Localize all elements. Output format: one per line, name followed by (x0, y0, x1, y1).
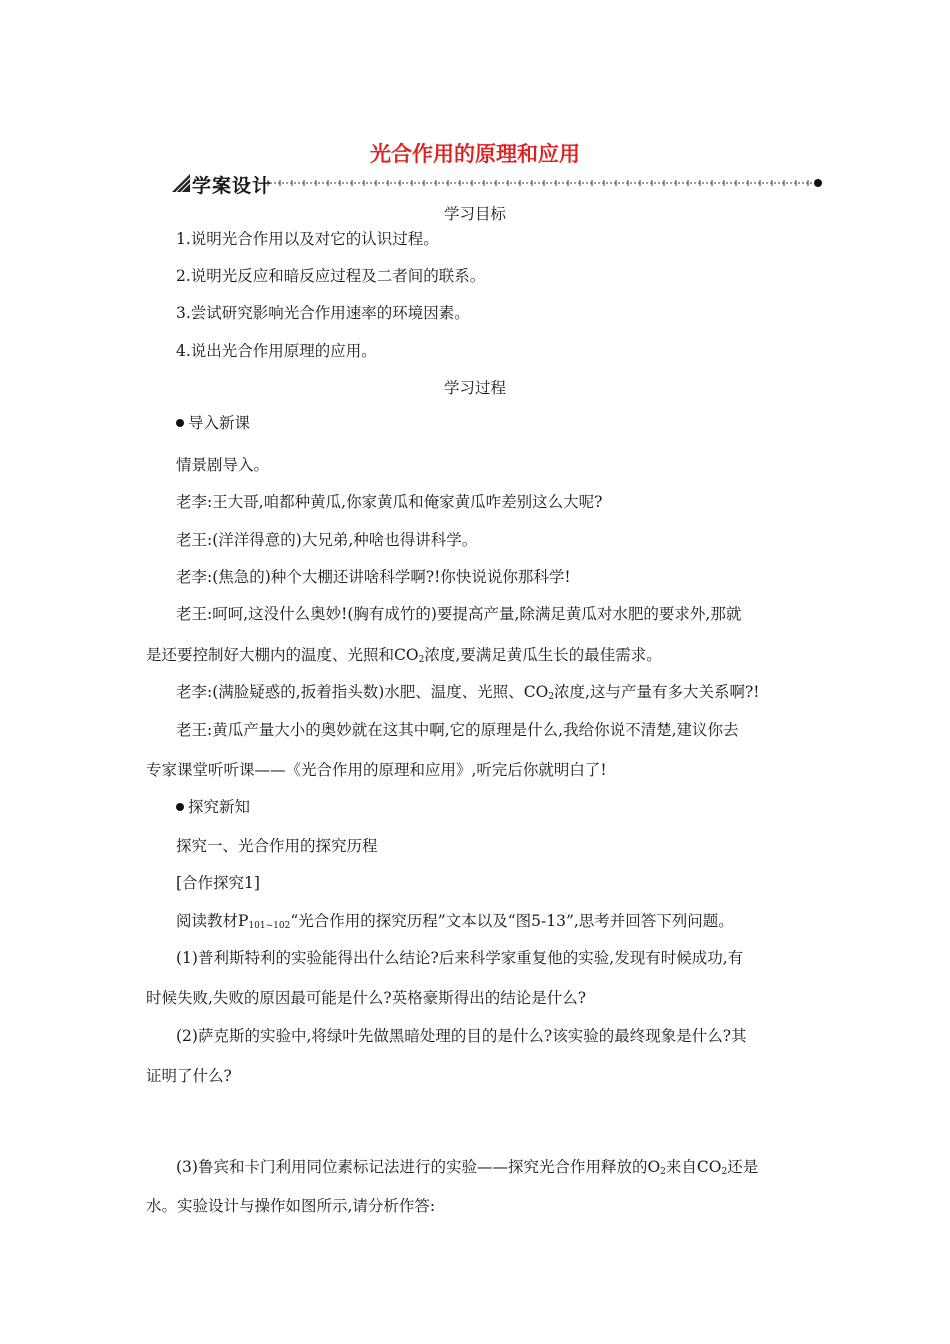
text-part: 阅读教材P (176, 912, 249, 930)
question-line: (1)普利斯特利的实验能得出什么结论?后来科学家重复他的实验,发现有时候成功,有 (176, 949, 744, 967)
text-part: 浓度,这与产量有多大关系啊?! (554, 683, 760, 701)
banner-label: 学案设计 (192, 175, 273, 197)
process-heading: 学习过程 (443, 379, 506, 397)
banner-dotted-rule (258, 176, 824, 190)
section-explore (176, 797, 250, 817)
dialogue-line: 老王:黄瓜产量大小的奥妙就在这其中啊,它的原理是什么,我给你说不清楚,建议你去 (176, 721, 739, 739)
subscript: 2 (660, 1167, 666, 1177)
text-part: 老李:(满脸疑惑的,扳着指头数)水肥、温度、光照、CO (176, 683, 549, 701)
coop-label: [合作探究1] (176, 874, 260, 892)
objective-item: 2.说明光反应和暗反应过程及二者间的联系。 (176, 267, 486, 285)
bullet-icon (176, 419, 184, 427)
text-part: 还是 (727, 1158, 759, 1176)
question-line: 证明了什么? (146, 1067, 232, 1085)
text-part: “光合作用的探究历程”文本以及“图5-13”,思考并回答下列问题。 (290, 912, 734, 930)
section-explore-label: 探究新知 (188, 798, 251, 816)
section-import-label: 导入新课 (188, 414, 251, 432)
question-line: 水。实验设计与操作如图所示,请分析作答: (146, 1197, 436, 1215)
dialogue-line: 老李:(焦急的)种个大棚还讲啥科学啊?!你快说说你那科学! (176, 568, 571, 586)
objective-item: 4.说出光合作用原理的应用。 (176, 342, 377, 360)
objective-item: 3.尝试研究影响光合作用速率的环境因素。 (176, 304, 470, 322)
page-title: 光合作用的原理和应用 (370, 142, 580, 166)
section-import (176, 413, 250, 433)
dialogue-line: 专家课堂听听课——《光合作用的原理和应用》,听完后你就明白了! (146, 761, 607, 779)
subscript: 101~102 (248, 921, 291, 931)
explore-heading: 探究一、光合作用的探究历程 (176, 837, 378, 855)
dialogue-line: 老王:呵呵,这没什么奥妙!(胸有成竹的)要提高产量,除满足黄瓜对水肥的要求外,那就 (176, 605, 742, 623)
question-line (176, 1157, 758, 1182)
subscript: 2 (721, 1167, 728, 1177)
bullet-icon (176, 803, 184, 811)
question-line: (2)萨克斯的实验中,将绿叶先做黑暗处理的目的是什么?该实验的最终现象是什么?其 (176, 1027, 747, 1045)
subscript: 2 (418, 655, 425, 665)
text-part: (3)鲁宾和卡门利用同位素标记法进行的实验——探究光合作用释放的O (176, 1158, 661, 1176)
dialogue-line (176, 682, 760, 707)
subscript: 2 (548, 692, 555, 702)
section-banner (172, 171, 824, 195)
text-part: 浓度,要满足黄瓜生长的最佳需求。 (424, 646, 662, 664)
question-line: 时候失败,失败的原因最可能是什么?英格豪斯得出的结论是什么? (146, 989, 587, 1007)
objectives-heading: 学习目标 (443, 205, 506, 223)
banner-triangle-icon (172, 174, 192, 192)
dialogue-line (146, 645, 662, 670)
intro-text: 情景剧导入。 (176, 456, 270, 474)
reading-instruction (176, 911, 734, 936)
dialogue-line: 老李:王大哥,咱都种黄瓜,你家黄瓜和俺家黄瓜咋差别这么大呢? (176, 493, 603, 511)
text-part: 是还要控制好大棚内的温度、光照和CO (146, 646, 419, 664)
objective-item: 1.说明光合作用以及对它的认识过程。 (176, 230, 439, 248)
text-part: 来自CO (665, 1158, 722, 1176)
dialogue-line: 老王:(洋洋得意的)大兄弟,种啥也得讲科学。 (176, 531, 478, 549)
